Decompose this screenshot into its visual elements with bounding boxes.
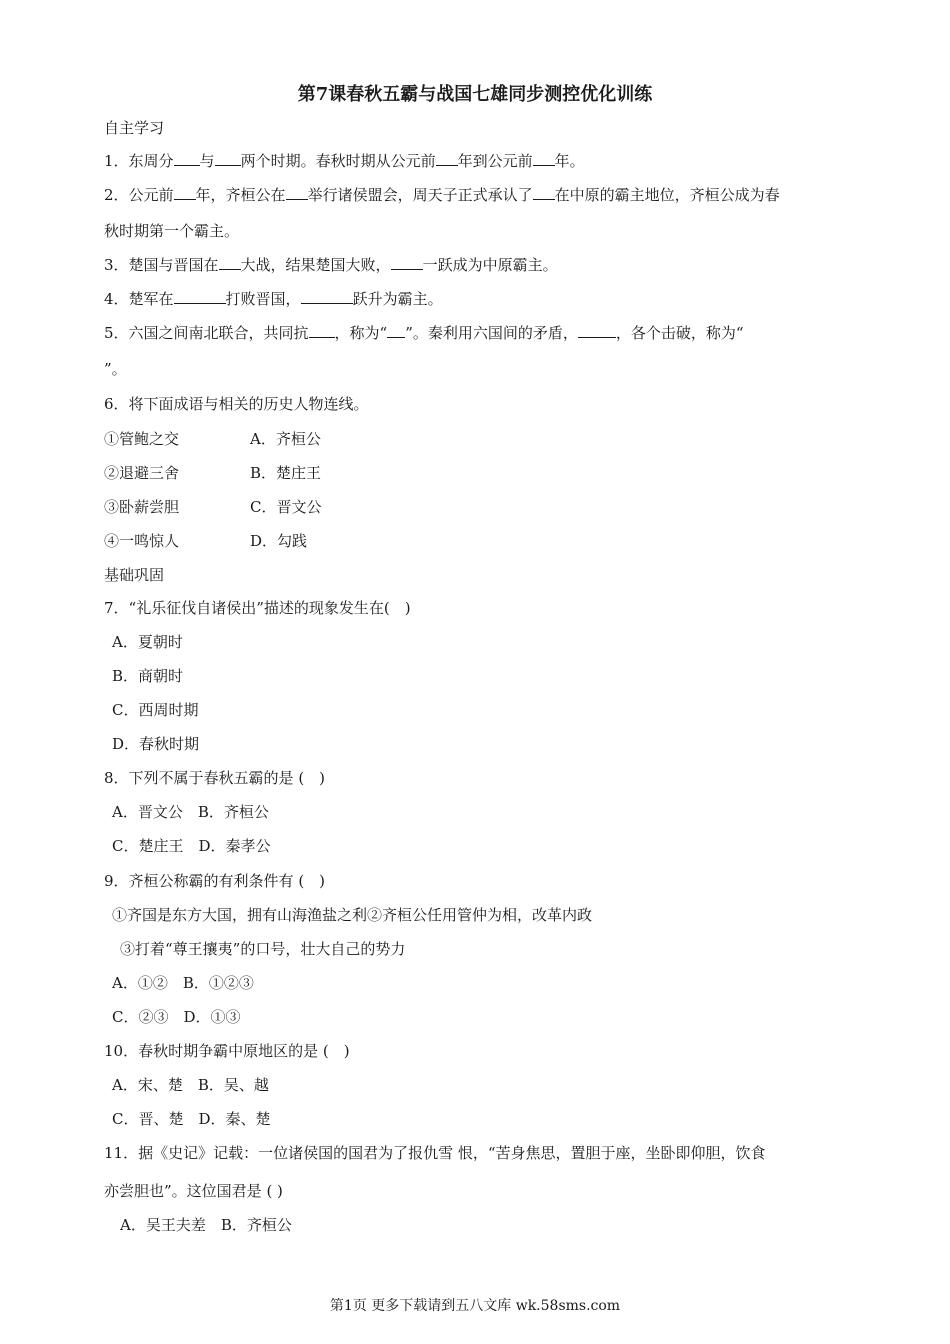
q2-text: 举行诸侯盟会，周天子正式承认了 xyxy=(307,186,533,204)
question-9: 9．齐桓公称霸的有利条件有 ( ) xyxy=(104,872,326,890)
answer-blank xyxy=(533,185,555,200)
question-4 xyxy=(104,289,443,309)
options-line: A．晋文公 B．齐桓公 xyxy=(112,803,269,821)
question-10: 10．春秋时期争霸中原地区的是 ( ) xyxy=(104,1042,350,1060)
match-item-left: ①管鲍之交 xyxy=(104,430,180,448)
question-11-line-1: 11．据《史记》记载：一位诸侯国的国君为了报仇雪 恨，“苦身焦思，置胆于座，坐卧即仰胆，饮食 xyxy=(104,1144,766,1162)
answer-blank xyxy=(309,323,335,338)
options-line: A．宋、楚 B．吴、越 xyxy=(112,1076,269,1094)
q4-text: 4．楚军在 xyxy=(104,290,174,308)
answer-blank xyxy=(215,151,241,166)
match-item-right: D．勾践 xyxy=(250,532,308,550)
question-8: 8．下列不属于春秋五霸的是 ( ) xyxy=(104,769,326,787)
options-line: A．①② B．①②③ xyxy=(112,974,254,992)
q1-text: 1．东周分 xyxy=(104,152,174,170)
options-line: C．楚庄王 D．秦孝公 xyxy=(112,837,271,855)
question-6: 6．将下面成语与相关的历史人物连线。 xyxy=(104,395,369,413)
answer-blank xyxy=(436,151,458,166)
question-2-line-1 xyxy=(104,185,780,205)
q1-text: 与 xyxy=(199,152,215,170)
match-item-right: B．楚庄王 xyxy=(250,464,322,482)
answer-blank xyxy=(219,255,241,270)
option-a: A．夏朝时 xyxy=(112,633,183,651)
answer-blank xyxy=(533,151,555,166)
match-item-right: A．齐桓公 xyxy=(250,430,321,448)
match-item-left: ③卧薪尝胆 xyxy=(104,498,180,516)
page-title: 第7课春秋五霸与战国七雄同步测控优化训练 xyxy=(297,84,653,105)
answer-blank xyxy=(301,289,353,304)
options-line: C．②③ D．①③ xyxy=(112,1008,241,1026)
question-7: 7．“礼乐征伐自诸侯出”描述的现象发生在( ) xyxy=(104,599,411,617)
q2-text: 在中原的霸主地位，齐桓公成为春 xyxy=(554,186,780,204)
q5-text: ”。秦利用六国间的矛盾， xyxy=(405,324,578,342)
q5-text: ，称为“ xyxy=(334,324,388,342)
q5-text: ，各个击破，称为“ xyxy=(615,324,744,342)
question-11-line-2: 亦尝胆也”。这位国君是 ( ) xyxy=(104,1182,283,1200)
answer-blank xyxy=(578,323,616,338)
question-2-line-2: 秋时期第一个霸主。 xyxy=(104,222,240,240)
option-c: C．西周时期 xyxy=(112,701,199,719)
question-5-line-1 xyxy=(104,323,744,343)
q1-text: 年到公元前 xyxy=(457,152,533,170)
q5-text: 5．六国之间南北联合，共同抗 xyxy=(104,324,309,342)
answer-blank xyxy=(391,255,423,270)
question-5-line-2: ”。 xyxy=(104,360,127,378)
page-footer: 第1页 更多下载请到五八文库 wk.58sms.com xyxy=(329,1298,621,1314)
answer-blank xyxy=(174,185,196,200)
options-line: C．晋、楚 D．秦、楚 xyxy=(112,1110,271,1128)
q4-text: 跃升为霸主。 xyxy=(352,290,443,308)
match-item-left: ②退避三舍 xyxy=(104,464,180,482)
match-item-left: ④一鸣惊人 xyxy=(104,532,180,550)
match-item-right: C．晋文公 xyxy=(250,498,322,516)
q2-text: 2．公元前 xyxy=(104,186,174,204)
options-line: A．吴王夫差 B．齐桓公 xyxy=(120,1216,292,1234)
question-1 xyxy=(104,151,585,171)
q1-text: 年。 xyxy=(554,152,585,170)
option-b: B．商朝时 xyxy=(112,667,184,685)
section-heading-self-study: 自主学习 xyxy=(104,119,165,137)
question-3 xyxy=(104,255,558,275)
condition-line: ①齐国是东方大国，拥有山海渔盐之利②齐桓公任用管仲为相，改革内政 xyxy=(112,906,593,924)
q3-text: 一跃成为中原霸主。 xyxy=(422,256,558,274)
q1-text: 两个时期。春秋时期从公元前 xyxy=(240,152,436,170)
answer-blank xyxy=(174,289,226,304)
answer-blank xyxy=(286,185,308,200)
section-heading-basic: 基础巩固 xyxy=(104,566,165,584)
q2-text: 年，齐桓公在 xyxy=(195,186,286,204)
q3-text: 3．楚国与晋国在 xyxy=(104,256,219,274)
answer-blank xyxy=(174,151,200,166)
option-d: D．春秋时期 xyxy=(112,735,200,753)
condition-line: ③打着“尊王攘夷”的口号，壮大自己的势力 xyxy=(120,940,406,958)
q4-text: 打败晋国， xyxy=(225,290,301,308)
answer-blank xyxy=(387,323,405,338)
q3-text: 大战，结果楚国大败， xyxy=(240,256,391,274)
